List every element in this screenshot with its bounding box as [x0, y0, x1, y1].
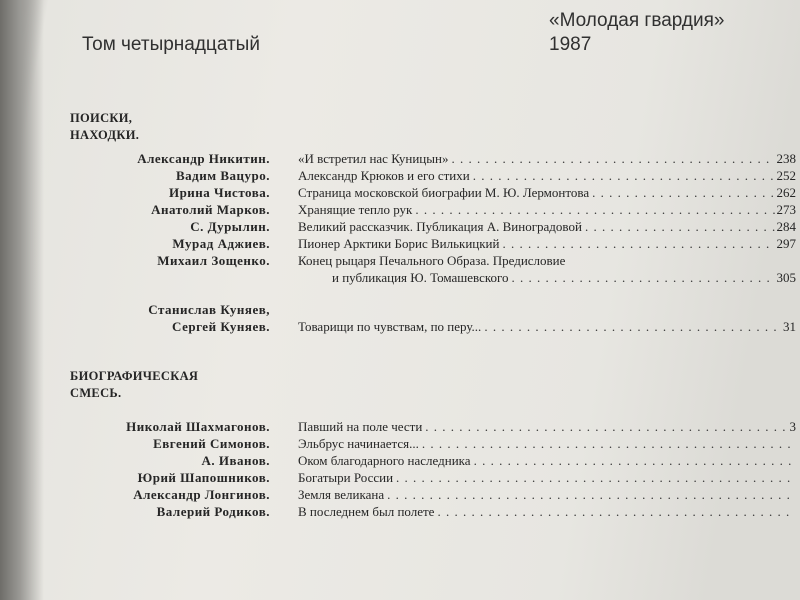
section-heading-line: СМЕСЬ. — [70, 386, 122, 400]
toc-title-line — [298, 218, 796, 235]
toc-author: Юрий Шапошников. — [137, 470, 270, 485]
toc-author: Анатолий Марков. — [151, 202, 270, 217]
toc-author: Станислав Куняев, — [148, 302, 270, 317]
toc-leader-dots — [419, 435, 794, 452]
toc-title: Павший на поле чести — [298, 419, 423, 434]
toc-leader-dots — [434, 503, 794, 520]
toc-leader-dots — [499, 235, 774, 252]
toc-author: С. Дурылин. — [190, 219, 270, 234]
toc-leader-dots — [471, 452, 794, 469]
toc-author: Валерий Родиков. — [156, 504, 270, 519]
toc-title-line — [298, 486, 796, 503]
section-heading-biographical-mix — [70, 368, 198, 402]
toc-author: Евгений Симонов. — [153, 436, 270, 451]
toc-page-number: 284 — [776, 219, 796, 234]
toc-title: Страница московской биографии М. Ю. Лермонтова — [298, 185, 590, 200]
toc-title: «И встретил нас Куницын» — [298, 151, 449, 166]
toc-author: Мурад Аджиев. — [172, 236, 270, 251]
toc-page-number: 3 — [789, 419, 796, 434]
toc-leader-dots — [412, 201, 774, 218]
volume-label: Том четырнадцатый — [82, 34, 260, 55]
toc-leader-dots — [393, 469, 794, 486]
toc-title: Товарищи по чувствам, по перу... — [298, 319, 482, 334]
toc-author: Сергей Куняев. — [172, 319, 270, 334]
toc-page-number: 297 — [776, 236, 796, 251]
toc-page-number: 273 — [776, 202, 796, 217]
toc-title-line — [298, 167, 796, 184]
toc-title-line — [298, 252, 796, 269]
toc-author: Ирина Чистова. — [168, 185, 270, 200]
toc-leader-dots — [582, 218, 775, 235]
toc-title: Конец рыцаря Печального Образа. Предисловие — [298, 253, 566, 268]
toc-page-number: 262 — [776, 185, 796, 200]
toc-page-number: 252 — [776, 168, 796, 183]
book-spine-shadow — [0, 0, 44, 600]
publication-year: 1987 — [549, 34, 592, 55]
toc-author: А. Иванов. — [201, 453, 270, 468]
toc-title: Богатыри России — [298, 470, 394, 485]
toc-title: В последнем был полете — [298, 504, 435, 519]
toc-leader-dots — [422, 418, 787, 435]
toc-author: Александр Лонгинов. — [133, 487, 270, 502]
toc-page-number: 305 — [776, 270, 796, 285]
toc-leader-dots — [589, 184, 774, 201]
toc-page-number: 238 — [776, 151, 796, 166]
toc-leader-dots — [481, 318, 781, 335]
toc-leader-dots — [448, 150, 774, 167]
toc-title-line — [298, 201, 796, 218]
section-heading-line: НАХОДКИ. — [70, 128, 140, 142]
section-heading-line: БИОГРАФИЧЕСКАЯ — [70, 369, 199, 383]
toc-author: Вадим Вацуро. — [176, 168, 270, 183]
toc-author: Михаил Зощенко. — [157, 253, 270, 268]
toc-title-line — [298, 418, 796, 435]
section-heading-search-finds — [70, 110, 139, 144]
toc-title: Оком благодарного наследника — [298, 453, 471, 468]
toc-title-line — [298, 503, 796, 520]
toc-title: Хранящие тепло рук — [298, 202, 413, 217]
toc-title-line — [298, 452, 796, 469]
toc-title: и публикация Ю. Томашевского — [332, 270, 509, 285]
toc-title-line — [298, 235, 796, 252]
toc-title: Пионер Арктики Борис Вилькицкий — [298, 236, 500, 251]
toc-author: Николай Шахмагонов. — [126, 419, 270, 434]
toc-title: Александр Крюков и его стихи — [298, 168, 470, 183]
toc-page-number: 31 — [783, 319, 796, 334]
toc-title: Великий рассказчик. Публикация А. Виноградовой — [298, 219, 582, 234]
toc-leader-dots — [470, 167, 775, 184]
section-heading-line: ПОИСКИ, — [70, 111, 133, 125]
publisher-name: «Молодая гвардия» — [549, 10, 725, 31]
toc-leader-dots — [384, 486, 794, 503]
toc-leader-dots — [509, 269, 775, 286]
toc-title: Земля великана — [298, 487, 385, 502]
toc-title-line — [298, 469, 796, 486]
toc-title-line — [298, 150, 796, 167]
toc-author: Александр Никитин. — [137, 151, 270, 166]
toc-title-line — [298, 318, 796, 335]
toc-title-line — [298, 435, 796, 452]
toc-title-line — [298, 184, 796, 201]
toc-title-line — [298, 269, 796, 286]
toc-title: Эльбрус начинается... — [298, 436, 419, 451]
